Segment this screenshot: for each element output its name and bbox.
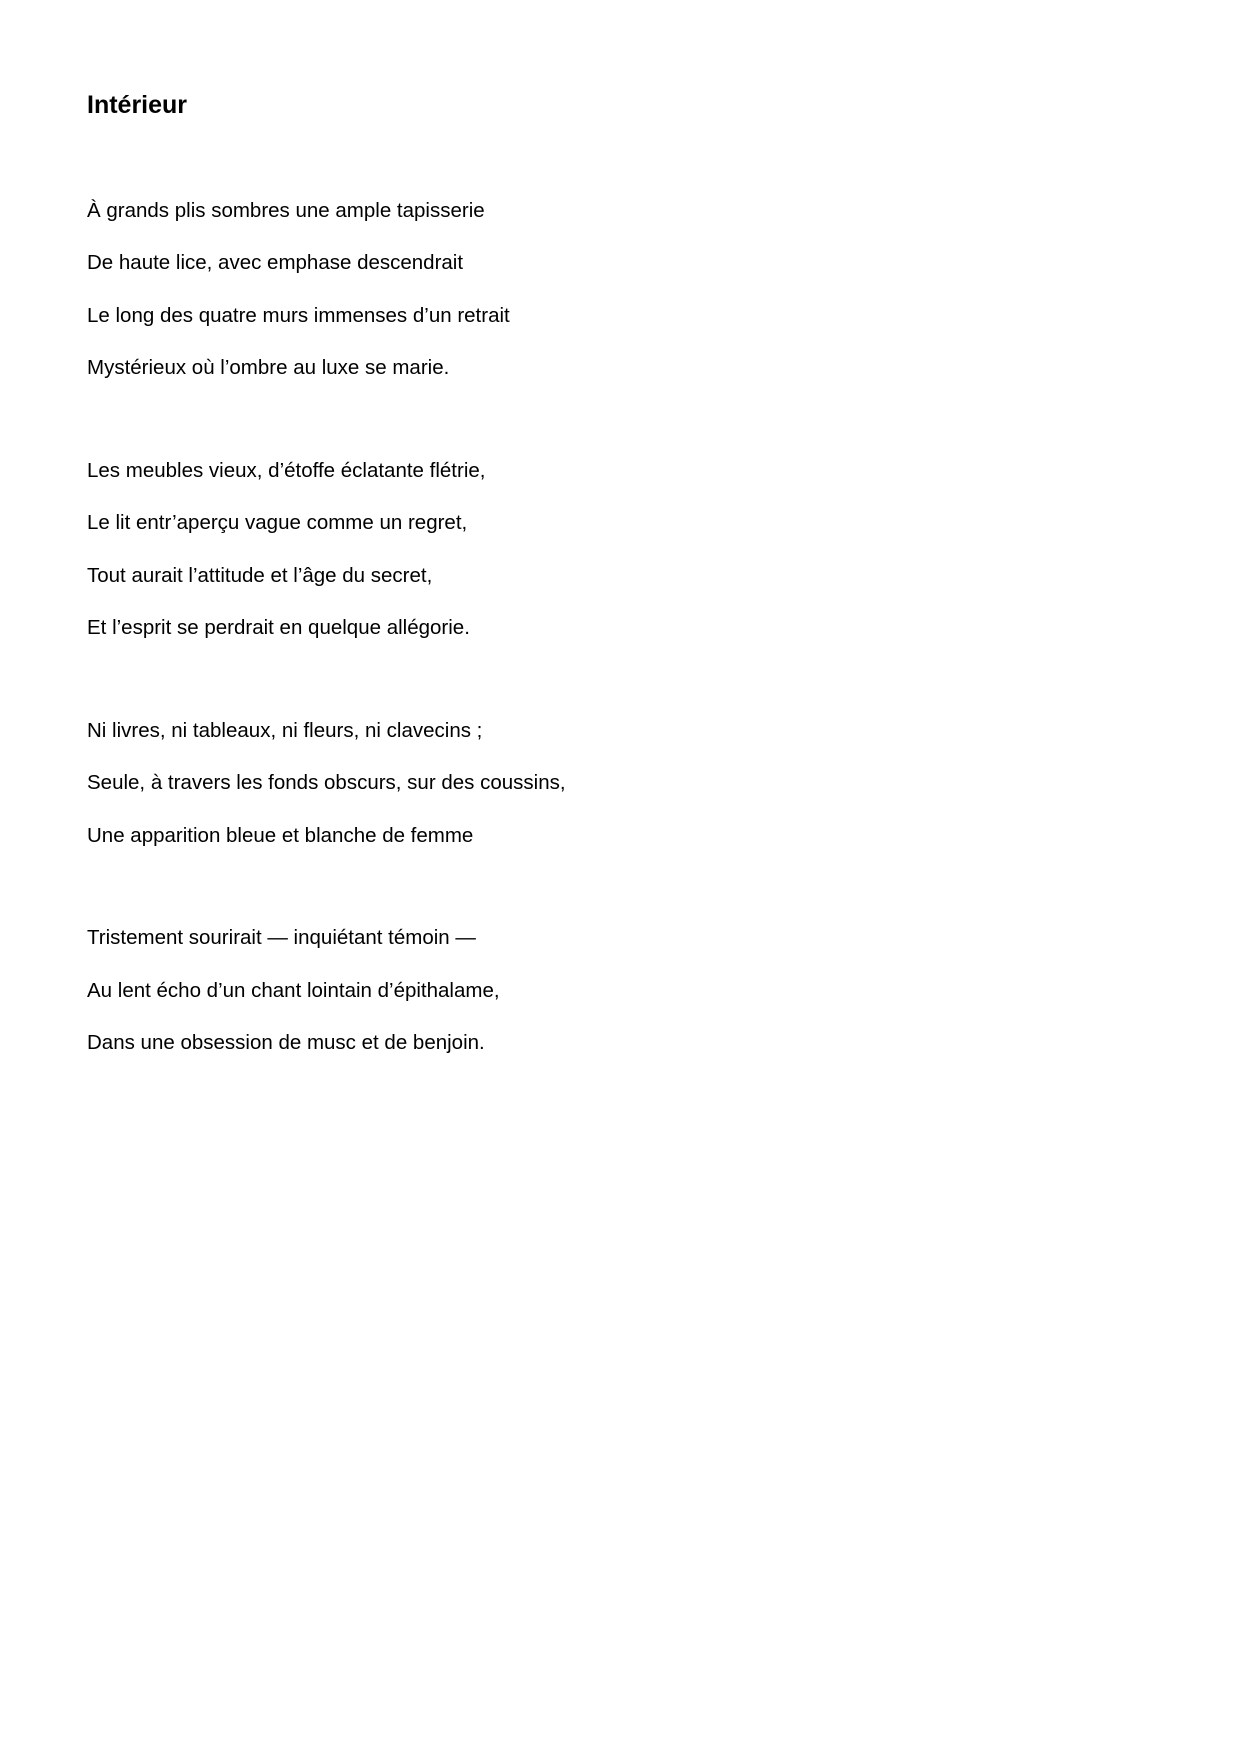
verse-line: De haute lice, avec emphase descendrait <box>87 251 464 274</box>
verse-line: Le long des quatre murs immenses d’un retrait <box>87 304 510 327</box>
verse-line: Mystérieux où l’ombre au luxe se marie. <box>87 356 450 379</box>
verse-line: Dans une obsession de musc et de benjoin. <box>87 1031 485 1054</box>
verse-line: Ni livres, ni tableaux, ni fleurs, ni clavecins ; <box>87 719 483 742</box>
verse-line: À grands plis sombres une ample tapisserie <box>87 199 485 222</box>
poem-title: Intérieur <box>87 91 188 119</box>
verse-line: Et l’esprit se perdrait en quelque allégorie. <box>87 616 470 639</box>
verse-line: Seule, à travers les fonds obscurs, sur des coussins, <box>87 771 566 794</box>
verse-line: Tristement sourirait — inquiétant témoin — <box>87 926 476 949</box>
verse-line: Tout aurait l’attitude et l’âge du secret, <box>87 564 433 587</box>
verse-line: Le lit entr’aperçu vague comme un regret, <box>87 511 468 534</box>
verse-line: Une apparition bleue et blanche de femme <box>87 824 474 847</box>
verse-line: Au lent écho d’un chant lointain d’épithalame, <box>87 979 500 1002</box>
verse-line: Les meubles vieux, d’étoffe éclatante flétrie, <box>87 459 486 482</box>
